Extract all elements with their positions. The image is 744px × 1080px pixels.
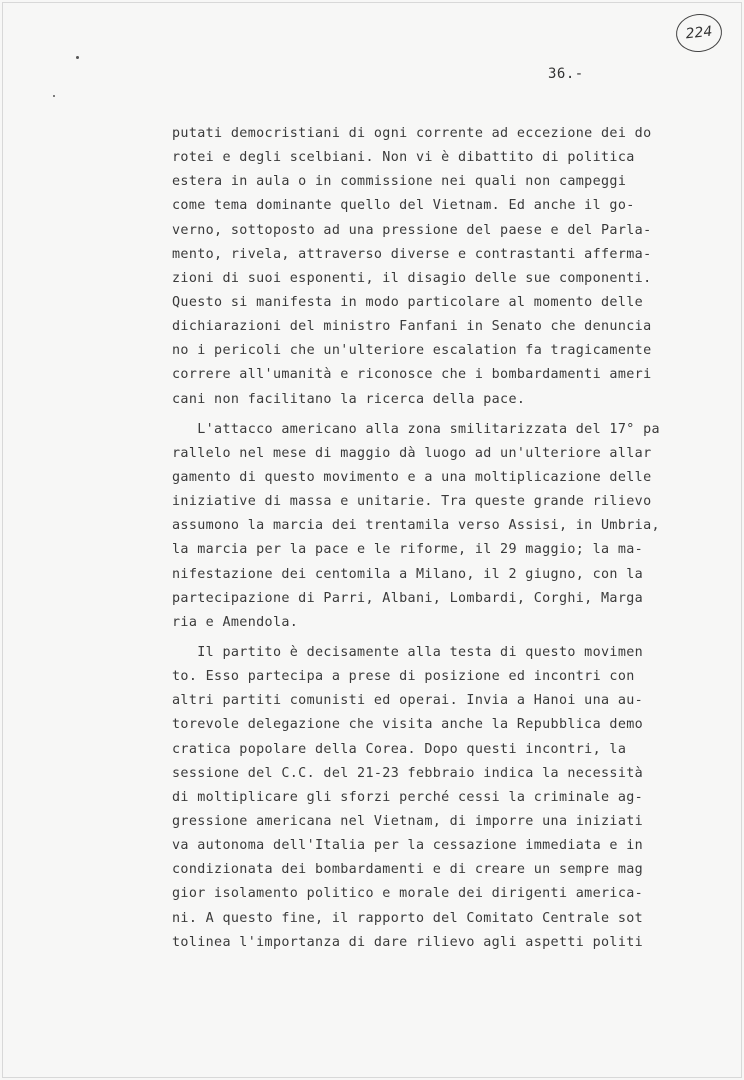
text-line: la marcia per la pace e le riforme, il 29 maggio; la ma-: [172, 542, 644, 558]
text-line: nifestazione dei centomila a Milano, il 2 giugno, con la: [172, 566, 644, 582]
paragraph-3: [172, 641, 662, 955]
text-line: iniziative di massa e unitarie. Tra queste grande rilievo: [172, 494, 652, 510]
text-line: ni. A questo fine, il rapporto del Comitato Centrale sot: [172, 910, 644, 926]
speck-mark: [53, 95, 55, 97]
text-line: gamento di questo movimento e a una moltiplicazione delle: [172, 469, 652, 485]
text-line: cani non facilitano la ricerca della pace.: [172, 391, 526, 407]
text-line: come tema dominante quello del Vietnam. Ed anche il go-: [172, 198, 635, 214]
text-line: verno, sottoposto ad una pressione del paese e del Parla-: [172, 222, 652, 238]
text-line: putati democristiani di ogni corrente ad eccezione dei do: [172, 126, 652, 141]
text-line: cratica popolare della Corea. Dopo questi incontri, la: [172, 741, 627, 757]
text-line: rallelo nel mese di maggio dà luogo ad un'ulteriore allar: [172, 445, 652, 461]
page-number: 36.-: [548, 66, 584, 82]
speck-mark: [76, 56, 79, 59]
paragraph-2: [172, 418, 662, 635]
document-body: [172, 122, 662, 955]
paragraph-1: [172, 122, 662, 412]
text-line: correre all'umanità e riconosce che i bombardamenti ameri: [172, 367, 652, 383]
text-line: rotei e degli scelbiani. Non vi è dibattito di politica: [172, 150, 635, 166]
text-line: altri partiti comunisti ed operai. Invia a Hanoi una au-: [172, 693, 644, 709]
text-line: zioni di suoi esponenti, il disagio delle sue componenti.: [172, 270, 652, 286]
text-line: condizionata dei bombardamenti e di creare un sempre mag: [172, 862, 644, 878]
archive-stamp: 224: [674, 12, 724, 55]
text-line: Il partito è decisamente alla testa di questo movimen: [172, 644, 644, 660]
text-line: estera in aula o in commissione nei quali non campeggi: [172, 174, 627, 190]
text-line: gior isolamento politico e morale dei dirigenti america-: [172, 886, 644, 902]
text-line: partecipazione di Parri, Albani, Lombardi, Corghi, Marga: [172, 590, 644, 606]
text-line: di moltiplicare gli sforzi perché cessi la criminale ag-: [172, 789, 644, 805]
text-line: sessione del C.C. del 21-23 febbraio indica la necessità: [172, 765, 644, 781]
text-line: ria e Amendola.: [172, 614, 299, 630]
text-line: torevole delegazione che visita anche la Repubblica demo: [172, 717, 644, 733]
text-line: no i pericoli che un'ulteriore escalation fa tragicamente: [172, 343, 652, 359]
text-line: va autonoma dell'Italia per la cessazione immediata e in: [172, 838, 644, 854]
text-line: tolinea l'importanza di dare rilievo agli aspetti politi: [172, 934, 644, 950]
text-line: L'attacco americano alla zona smilitarizzata del 17° pa: [172, 421, 660, 437]
text-line: mento, rivela, attraverso diverse e contrastanti afferma-: [172, 246, 652, 262]
text-line: to. Esso partecipa a prese di posizione ed incontri con: [172, 669, 635, 685]
text-line: assumono la marcia dei trentamila verso Assisi, in Umbria,: [172, 518, 660, 534]
text-line: dichiarazioni del ministro Fanfani in Senato che denuncia: [172, 319, 652, 335]
text-line: gressione americana nel Vietnam, di imporre una iniziati: [172, 813, 644, 829]
text-line: Questo si manifesta in modo particolare al momento delle: [172, 294, 644, 310]
